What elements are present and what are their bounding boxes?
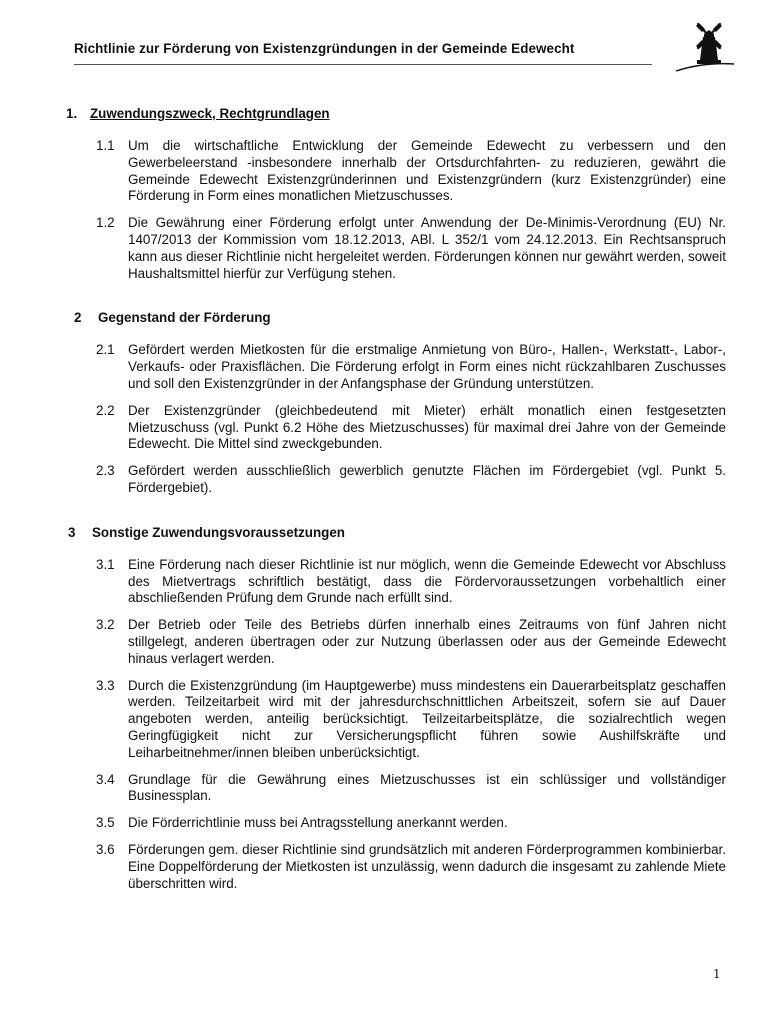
list-item: [96, 678, 726, 762]
section-number: 1.: [66, 106, 78, 121]
list-item: [96, 138, 726, 205]
list-item: [96, 842, 726, 892]
list-item: [96, 463, 726, 497]
item-number: 1.1: [96, 138, 115, 153]
page-header: [74, 40, 652, 65]
page-number: 1: [713, 967, 721, 981]
list-item: [96, 557, 726, 607]
item-number: 3.5: [96, 815, 115, 831]
list-item: [96, 815, 726, 832]
windmill-icon: [674, 16, 736, 74]
item-text: Die Gewährung einer Förderung erfolgt unter Anwendung der De-Minimis-Verordnung (EU) Nr. 1407/2013 der Kommission vom 18.12.2013, ABl. L 352/1 vom 24.12.2013. Ein Rechtsanspruch kann aus dieser Richtlinie nicht hergeleitet werden. Förderungen können nur gewährt werden, soweit Haushaltsmittel hierfür zur Verfügung stehen.: [128, 215, 726, 281]
item-text: Um die wirtschaftliche Entwicklung der Gemeinde Edewecht zu verbessern und den Gewerbeleerstand -insbesondere innerhalb der Ortsdurchfahrten- zu reduzieren, gewährt die Gemeinde Edewecht Existenzgründerinnen und Existenzgründern (kurz Existenzgründer) eine Förderung in Form eines monatlichen Mietzuschusses.: [128, 138, 726, 204]
item-text: Die Förderrichtlinie muss bei Antragsstellung anerkannt werden.: [128, 815, 508, 831]
item-number: 3.4: [96, 771, 115, 787]
item-number: 3.1: [96, 556, 115, 572]
section-title: Zuwendungszweck, Rechtgrundlagen: [90, 106, 330, 121]
section-number: 3: [68, 524, 76, 540]
item-text: Der Betrieb oder Teile des Betriebs dürfen innerhalb eines Zeitraums von fünf Jahren nicht stillgelegt, anderen übertragen oder zur Nutzung überlassen oder aus der Gemeinde Edewecht hinaus verlagert werden.: [128, 617, 726, 666]
item-text: Durch die Existenzgründung (im Hauptgewerbe) muss mindestens ein Dauerarbeitsplatz geschaffen werden. Teilzeitarbeit wird mit der jahresdurchschnittlichen Arbeitszeit, sofern sie auf Dauer angeboten werden, anteilig berücksichtigt. Teilzeitarbeitsplätze, die sozialrechtlich wegen Geringfügigkeit nicht zur Versicherungspflicht führen sowie Aushilfskräfte und Leiharbeitnehmer/innen bleiben unberücksichtigt.: [128, 677, 726, 760]
item-number: 3.6: [96, 841, 115, 857]
section-heading: [66, 105, 726, 123]
item-number: 1.2: [96, 215, 115, 231]
list-item: [96, 215, 726, 282]
item-text: Gefördert werden Mietkosten für die erstmalige Anmietung von Büro-, Hallen-, Werkstatt-, Labor-, Verkaufs- oder Praxisflächen. Die Förderung erfolgt in Form eines nicht rückzahlbaren Zuschusses und soll den Existenzgründer in der Anfangsphase der Gründung unterstützen.: [128, 342, 726, 391]
item-number: 2.3: [96, 463, 115, 479]
item-text: Eine Förderung nach dieser Richtlinie ist nur möglich, wenn die Gemeinde Edewecht vor Abschluss des Mietvertrags schriftlich bestätigt, dass die Fördervoraussetzungen vorbehaltlich einer abschließenden Prüfung dem Grunde nach erfüllt sind.: [128, 556, 726, 606]
item-text: Grundlage für die Gewährung eines Mietzuschusses ist ein schlüssiger und vollständiger Businessplan.: [128, 771, 726, 804]
item-number: 2.1: [96, 342, 115, 358]
list-item: [96, 403, 726, 453]
section-title: Gegenstand der Förderung: [98, 310, 271, 326]
header-divider: [74, 64, 652, 65]
item-text: Der Existenzgründer (gleichbedeutend mit Mieter) erhält monatlich einen festgesetzten Mietzuschuss (vgl. Punkt 6.2 Höhe des Mietzuschusses) für maximal drei Jahre von der Gemeinde Edewecht. Die Mittel sind zweckgebunden.: [128, 402, 726, 452]
item-number: 3.2: [96, 617, 115, 633]
document-title: Richtlinie zur Förderung von Existenzgründungen in der Gemeinde Edewecht: [74, 41, 575, 56]
item-text: Förderungen gem. dieser Richtlinie sind grundsätzlich mit anderen Förderprogrammen kombinierbar. Eine Doppelförderung der Mietkosten ist unzulässig, wenn dadurch die insgesamt zu zahlende Miete überschritten wird.: [128, 841, 726, 891]
section-number: 2: [74, 310, 82, 326]
item-text: Gefördert werden ausschließlich gewerblich genutzte Flächen im Fördergebiet (vgl. Punkt 5. Fördergebiet).: [128, 463, 726, 495]
section-heading: [68, 524, 726, 542]
item-number: 2.2: [96, 402, 115, 418]
item-number: 3.3: [96, 677, 115, 693]
list-item: [96, 617, 726, 667]
section-title: Sonstige Zuwendungsvoraussetzungen: [92, 524, 345, 540]
section-heading: [74, 309, 726, 327]
list-item: [96, 772, 726, 806]
document-body: [66, 105, 726, 892]
list-item: [96, 342, 726, 392]
